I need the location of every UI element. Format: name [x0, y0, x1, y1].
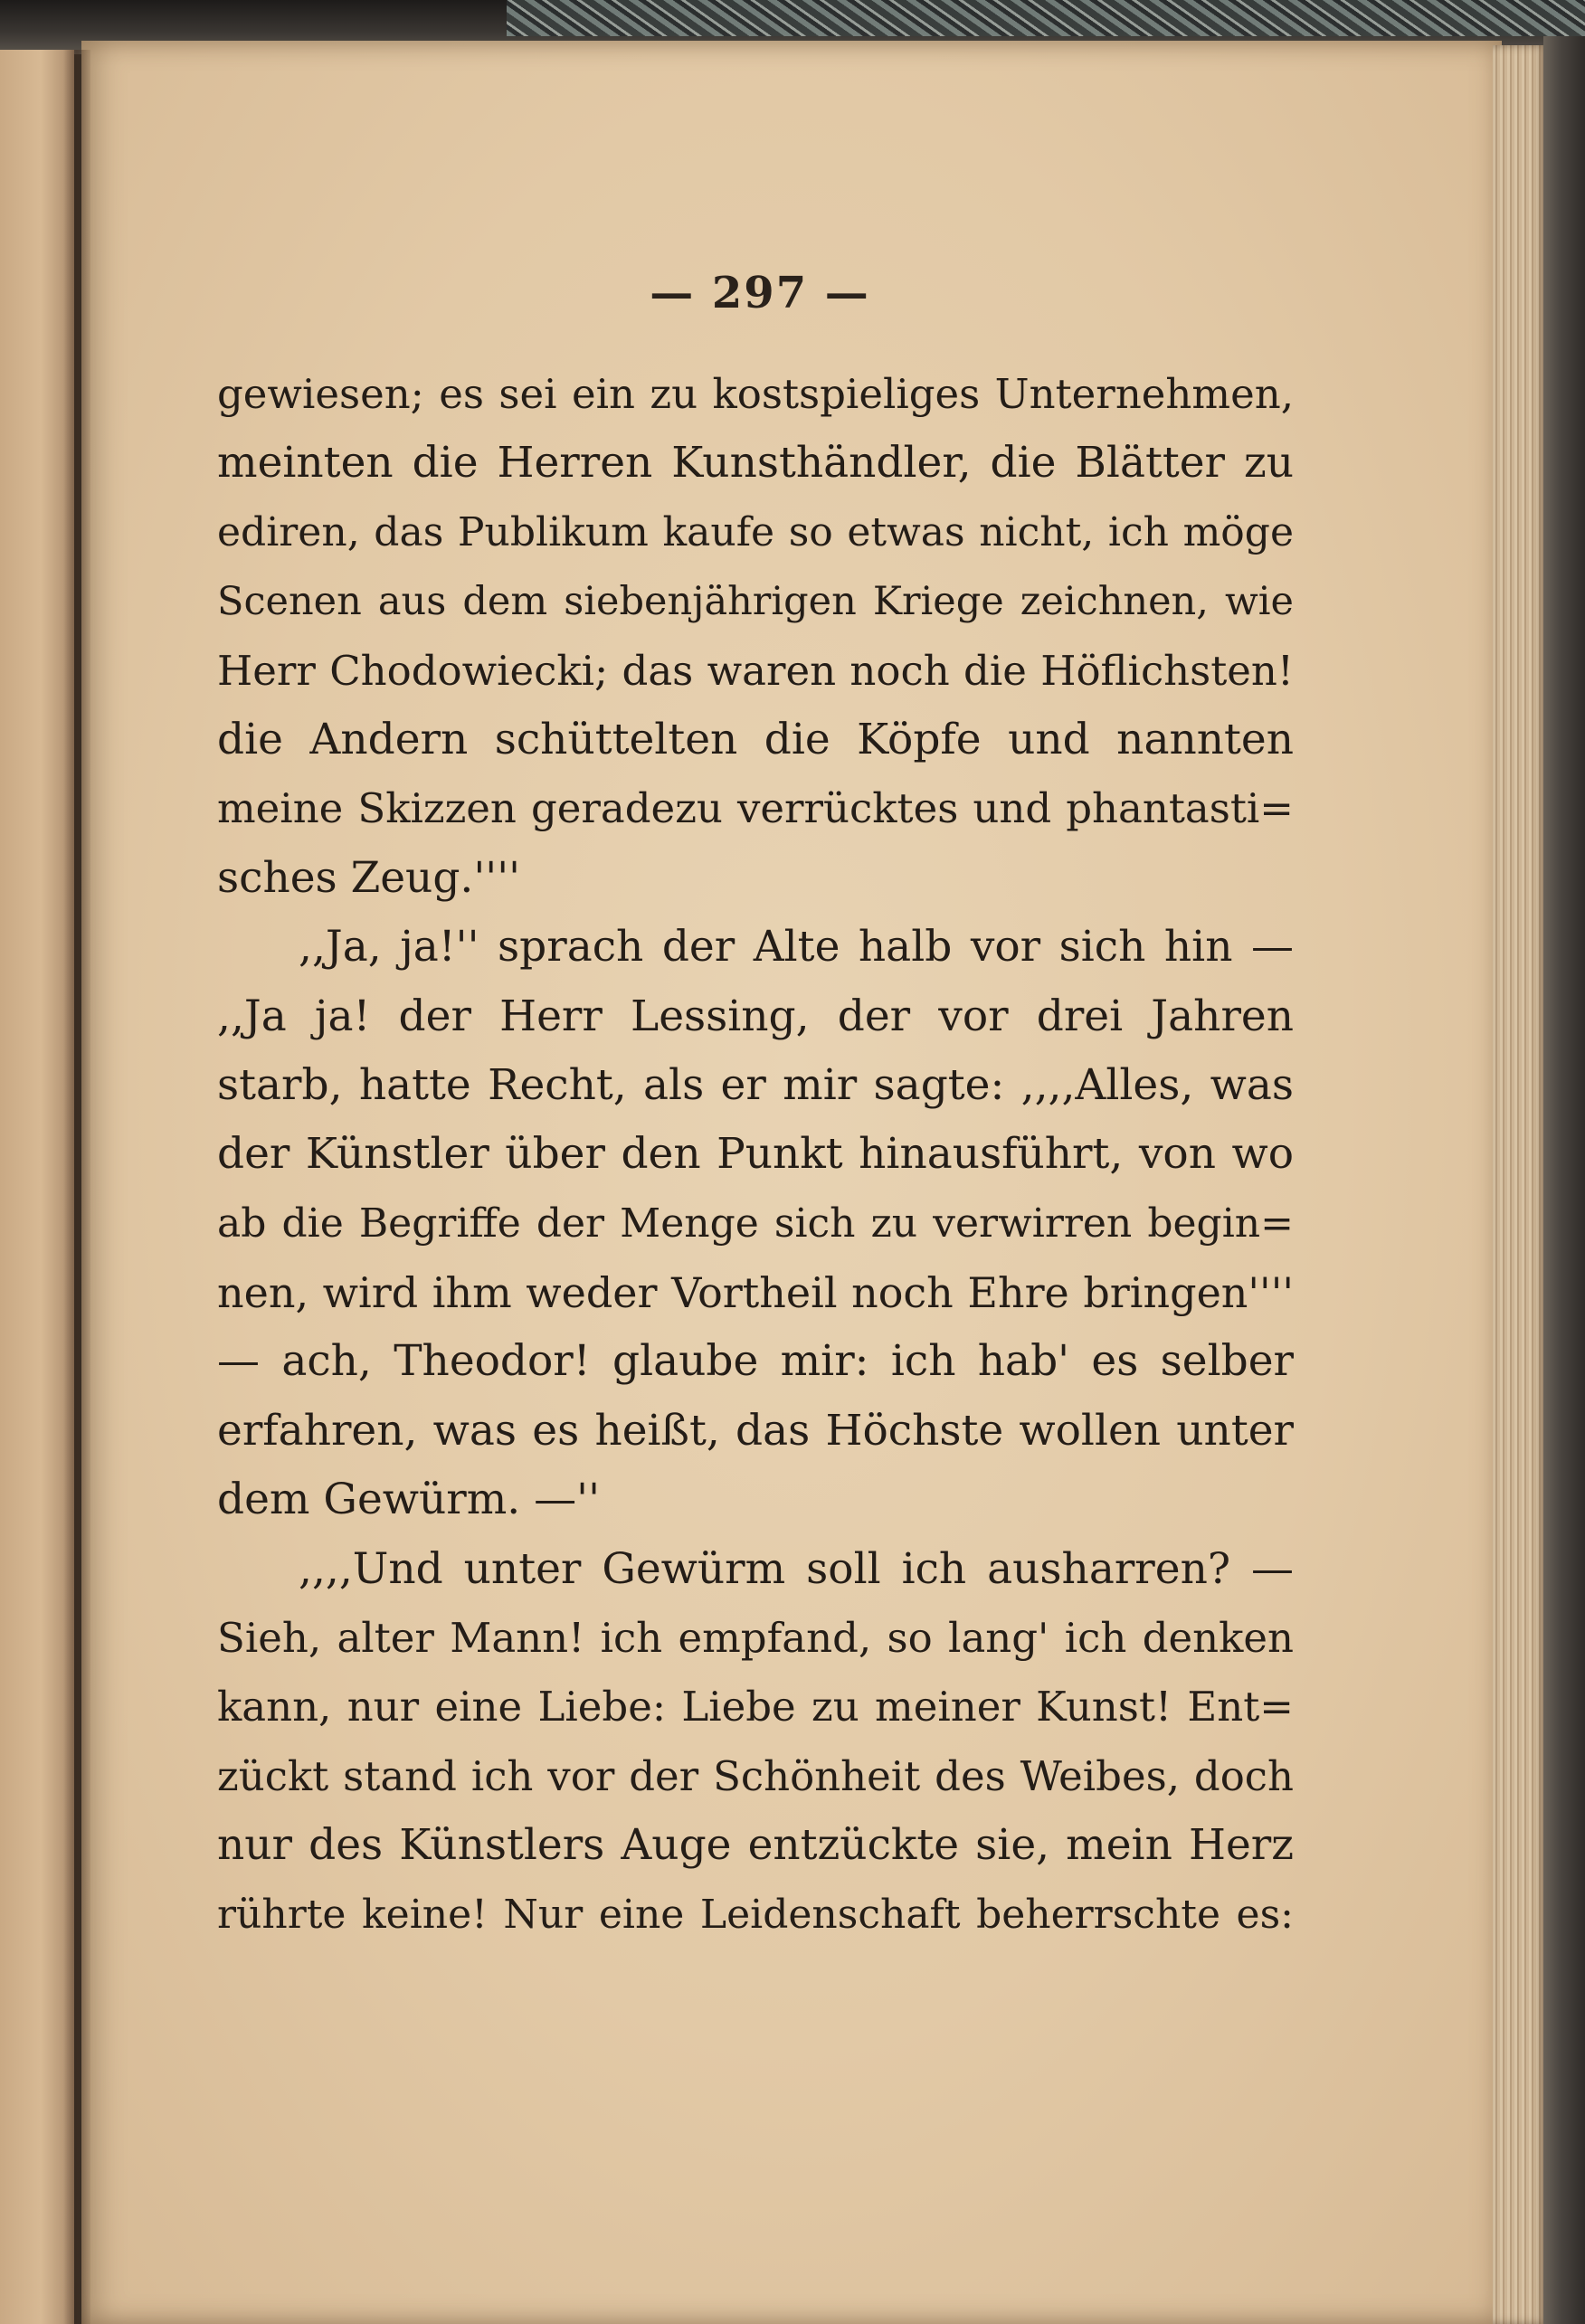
marbled-cover-edge	[507, 0, 1585, 36]
text-line: erfahren, was es heißt, das Höchste wollen unter	[217, 1405, 1294, 1456]
text-line: Herr Chodowiecki; das waren noch die Höflichsten!	[217, 646, 1294, 695]
text-line: ,,Ja ja! der Herr Lessing, der vor drei Jahren	[217, 991, 1294, 1041]
text-line: meinten die Herren Kunsthändler, die Blätter zu	[217, 438, 1294, 489]
text-line: der Künstler über den Punkt hinausführt, von wo	[217, 1129, 1294, 1180]
text-line: Scenen aus dem siebenjährigen Kriege zeichnen, wie	[217, 579, 1294, 625]
text-line: ediren, das Publikum kaufe so etwas nicht, ich möge	[217, 508, 1294, 555]
text-line: sches Zeug.''''	[217, 852, 521, 903]
page-text-block	[217, 360, 1294, 1949]
text-line: rührte keine! Nur eine Leidenschaft beherrschte es:	[217, 1891, 1294, 1938]
page-edges-stack	[1493, 45, 1547, 2324]
text-line: ab die Begriffe der Menge sich zu verwirren begin=	[217, 1200, 1294, 1247]
text-line: dem Gewürm. —''	[217, 1475, 601, 1525]
page-gutter	[63, 50, 90, 2324]
book-cover-right	[1543, 36, 1585, 2324]
text-line: zückt stand ich vor der Schönheit des Weibes, doch	[217, 1751, 1294, 1800]
text-line: gewiesen; es sei ein zu kostspieliges Unternehmen,	[217, 370, 1294, 418]
text-line: ,,,,Und unter Gewürm soll ich ausharren? —	[299, 1543, 1294, 1594]
text-line: Sieh, alter Mann! ich empfand, so lang' ich denken	[217, 1614, 1294, 1663]
page-number: — 297 —	[650, 268, 870, 318]
text-line: — ach, Theodor! glaube mir: ich hab' es selber	[217, 1336, 1294, 1387]
text-line: die Andern schüttelten die Köpfe und nannten	[217, 714, 1294, 764]
text-line: nen, wird ihm weder Vortheil noch Ehre bringen''''	[217, 1268, 1294, 1318]
text-line: ,,Ja, ja!'' sprach der Alte halb vor sich hin —	[299, 922, 1294, 972]
text-line: meine Skizzen geradezu verrücktes und phantasti=	[217, 784, 1294, 833]
text-line: nur des Künstlers Auge entzückte sie, mein Herz	[217, 1820, 1294, 1871]
text-line: starb, hatte Recht, als er mir sagte: ,,,,Alles, was	[217, 1059, 1294, 1110]
text-line: kann, nur eine Liebe: Liebe zu meiner Kunst! Ent=	[217, 1683, 1294, 1731]
